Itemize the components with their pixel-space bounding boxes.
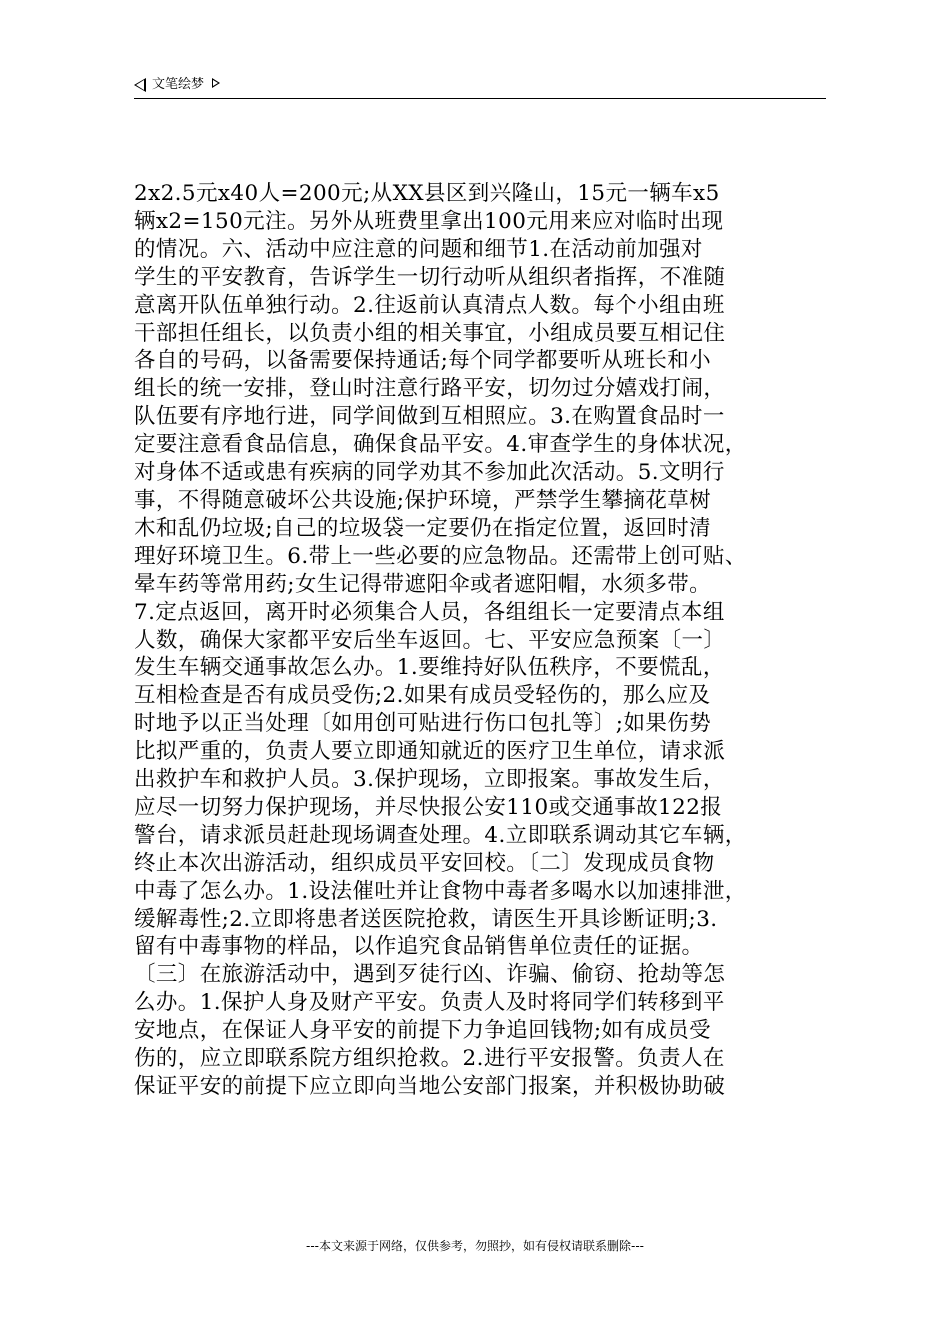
body-line: 应尽一切努力保护现场，并尽快报公安110或交通事故122报 <box>134 794 723 820</box>
body-line: 各自的号码，以备需要保持通话;每个同学都要听从班长和小 <box>134 348 712 374</box>
body-line: 警台，请求派员赶赴现场调查处理。4.立即联系调动其它车辆， <box>134 822 747 848</box>
body-line: 组长的统一安排，登山时注意行路平安，切勿过分嬉戏打闹， <box>134 376 726 402</box>
body-line: 出救护车和救护人员。3.保护现场，立即报案。事故发生后， <box>134 767 725 793</box>
body-line: 事，不得随意破坏公共设施;保护环境，严禁学生攀摘花草树 <box>134 487 712 513</box>
body-line: 的情况。六、活动中应注意的问题和细节1.在活动前加强对 <box>134 236 703 262</box>
header-title: 文笔绘梦 <box>152 77 205 92</box>
body-line: 人数，确保大家都平安后坐车返回。七、平安应急预案〔一〕 <box>134 627 726 653</box>
page-footer: ---本文来源于网络，仅供参考，勿照抄，如有侵权请联系删除--- <box>306 1239 644 1253</box>
body-line: 中毒了怎么办。1.设法催吐并让食物中毒者多喝水以加速排泄， <box>134 878 747 904</box>
body-line: 2x2.5元x40人=200元;从XX县区到兴隆山，15元一辆车x5 <box>134 181 720 206</box>
body-line: 队伍要有序地行进，同学间做到互相照应。3.在购置食品时一 <box>134 404 725 430</box>
body-line: 干部担任组长，以负责小组的相关事宜，小组成员要互相记住 <box>134 320 726 346</box>
body-text <box>134 180 834 1101</box>
body-line: 木和乱仍垃圾;自己的垃圾袋一定要仍在指定位置，返回时清 <box>134 515 712 541</box>
triangle-left-icon <box>134 78 146 92</box>
body-line: 时地予以正当处理〔如用创可贴进行伤口包扎等〕;如果伤势 <box>134 711 712 737</box>
body-line: 辆x2=150元注。另外从班费里拿出100元用来应对临时出现 <box>134 208 724 234</box>
body-line: 么办。1.保护人身及财产平安。负责人及时将同学们转移到平 <box>134 990 725 1016</box>
body-line: 意离开队伍单独行动。2.往返前认真清点人数。每个小组由班 <box>134 292 725 318</box>
body-line: 保证平安的前提下应立即向当地公安部门报案，并积极协助破 <box>134 1074 726 1099</box>
body-line: 比拟严重的，负责人要立即通知就近的医疗卫生单位，请求派 <box>134 739 726 765</box>
triangle-right-icon <box>212 78 220 88</box>
body-line: 互相检查是否有成员受伤;2.如果有成员受轻伤的，那么应及 <box>134 683 711 709</box>
body-line: 对身体不适或患有疾病的同学劝其不参加此次活动。5.文明行 <box>134 460 725 486</box>
body-line: 缓解毒性;2.立即将患者送医院抢救，请医生开具诊断证明;3. <box>134 906 718 932</box>
body-line: 理好环境卫生。6.带上一些必要的应急物品。还需带上创可贴、 <box>134 543 747 569</box>
body-line: 〔三〕在旅游活动中，遇到歹徒行凶、诈骗、偷窃、抢劫等怎 <box>134 962 726 988</box>
page-header <box>134 74 826 99</box>
body-line: 定要注意看食品信息，确保食品平安。4.审查学生的身体状况， <box>134 432 747 458</box>
body-line: 发生车辆交通事故怎么办。1.要维持好队伍秩序，不要慌乱， <box>134 655 725 681</box>
body-line: 晕车药等常用药;女生记得带遮阳伞或者遮阳帽，水须多带。 <box>134 571 712 597</box>
body-line: 安地点，在保证人身平安的前提下力争追回钱物;如有成员受 <box>134 1018 712 1044</box>
body-line: 7.定点返回，离开时必须集合人员，各组组长一定要清点本组 <box>134 599 725 625</box>
body-line: 留有中毒事物的样品，以作追究食品销售单位责任的证据。 <box>134 934 704 960</box>
body-line: 终止本次出游活动，组织成员平安回校。〔二〕发现成员食物 <box>134 850 715 876</box>
body-line: 伤的，应立即联系院方组织抢救。2.进行平安报警。负责人在 <box>134 1046 725 1072</box>
body-line: 学生的平安教育，告诉学生一切行动听从组织者指挥，不准随 <box>134 264 726 290</box>
